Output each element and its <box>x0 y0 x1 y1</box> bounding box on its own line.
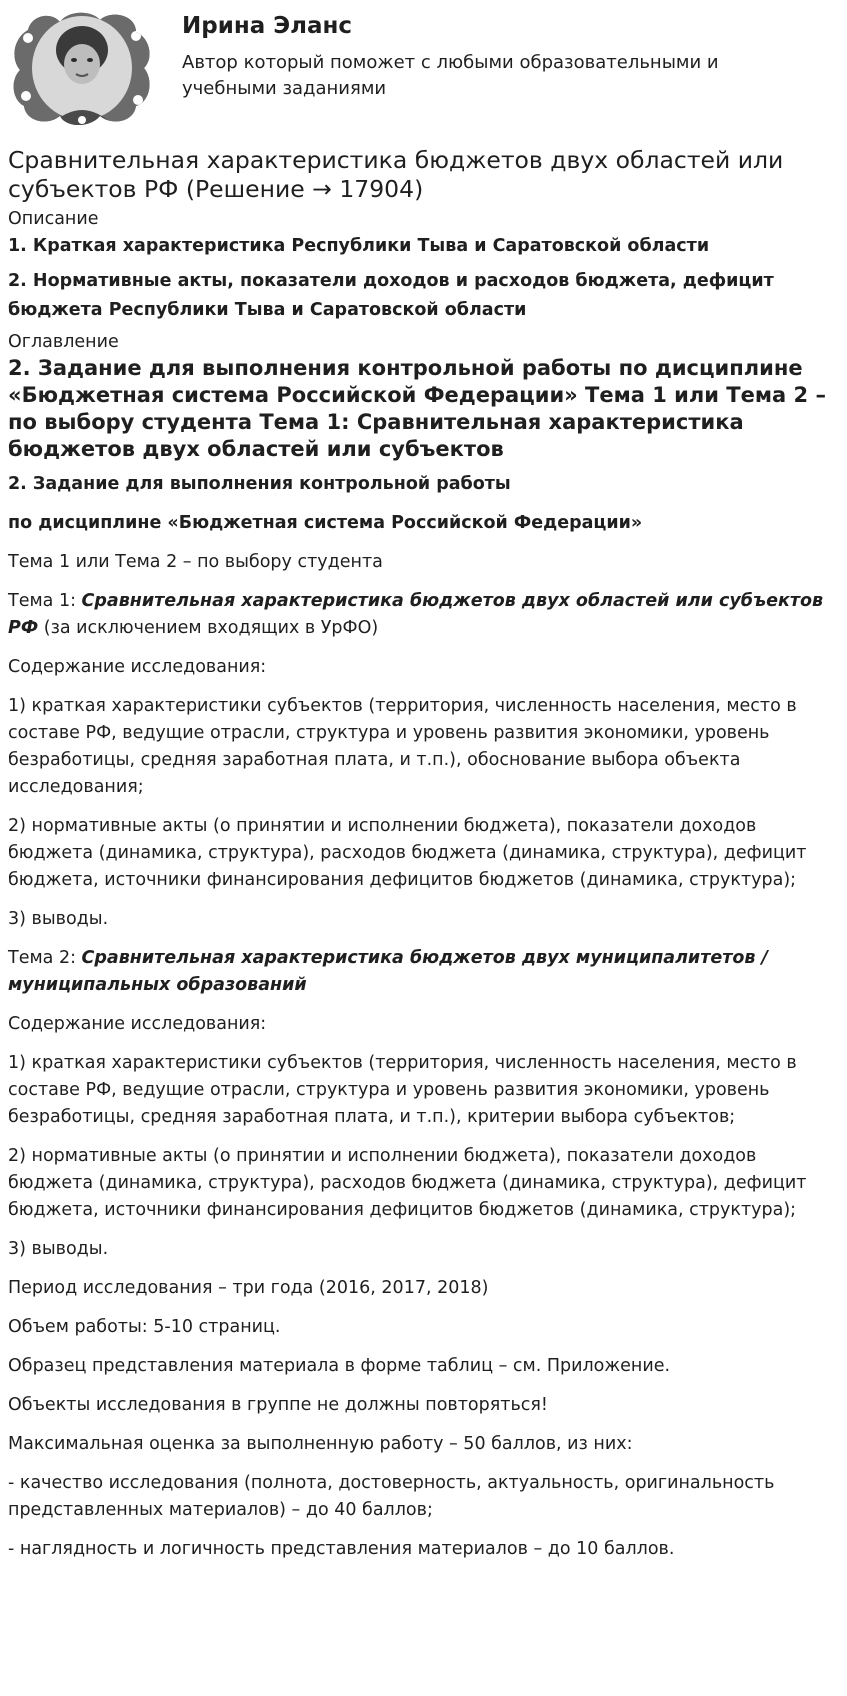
topic1-item: 2) нормативные акты (о принятии и исполнении бюджета), показатели доходов бюджета (динамика, структура), расходов бюджета (динамика, структура), дефицит бюджета, источники финансирования дефицитов бюджетов (динамика, структура); <box>8 816 807 890</box>
toc-title: 2. Задание для выполнения контрольной работы по дисциплине «Бюджетная система Российской Федерации» Тема 1 или Тема 2 – по выбору студента Тема 1: Сравнительная характеристика бюджетов двух областей или субъектов <box>8 356 826 461</box>
topic1-suffix: (за исключением входящих в УрФО) <box>38 618 379 638</box>
task-heading: 2. Задание для выполнения контрольной работы <box>8 474 511 494</box>
topic2-item: 3) выводы. <box>8 1239 109 1259</box>
author-description: Автор который поможет с любыми образовательными и учебными заданиями <box>182 52 719 99</box>
criterion-item: - наглядность и логичность представления материалов – до 10 баллов. <box>8 1539 675 1559</box>
topic1-item: 1) краткая характеристики субъектов (территория, численность населения, место в составе РФ, ведущие отрасли, структура и уровень развития экономики, уровень безработицы, средняя заработная плата, и т.п.), обоснование выбора объекта исследования; <box>8 696 797 797</box>
topic1-line <box>8 588 839 642</box>
author-info <box>182 8 782 102</box>
topic2-title: Сравнительная характеристика бюджетов двух муниципалитетов / муниципальных образований <box>8 948 768 995</box>
topic1-prefix: Тема 1: <box>8 591 82 611</box>
task-discipline: по дисциплине «Бюджетная система Российской Федерации» <box>8 513 643 533</box>
research-period: Период исследования – три года (2016, 2017, 2018) <box>8 1278 489 1298</box>
topic1-content-label: Содержание исследования: <box>8 657 267 677</box>
description-item: 2. Нормативные акты, показатели доходов и расходов бюджета, дефицит бюджета Республики Тыва и Саратовской области <box>8 271 774 320</box>
topic-choice: Тема 1 или Тема 2 – по выбору студента <box>8 552 383 572</box>
topic1-item: 3) выводы. <box>8 909 109 929</box>
topic2-prefix: Тема 2: <box>8 948 82 968</box>
topic2-content-label: Содержание исследования: <box>8 1014 267 1034</box>
toc-label: Оглавление <box>8 332 119 352</box>
topic2-item: 1) краткая характеристики субъектов (территория, численность населения, место в составе РФ, ведущие отрасли, структура и уровень развития экономики, уровень безработицы, средняя заработная плата, и т.п.), критерии выбора субъектов; <box>8 1053 797 1127</box>
avatar-image <box>8 8 156 128</box>
topic2-item: 2) нормативные акты (о принятии и исполнении бюджета), показатели доходов бюджета (динамика, структура), расходов бюджета (динамика, структура), дефицит бюджета, источники финансирования дефицитов бюджетов (динамика, структура); <box>8 1146 807 1220</box>
work-volume: Объем работы: 5-10 страниц. <box>8 1317 281 1337</box>
max-score: Максимальная оценка за выполненную работу – 50 баллов, из них: <box>8 1434 633 1454</box>
criterion-item: - качество исследования (полнота, достоверность, актуальность, оригинальность представленных материалов) – до 40 баллов; <box>8 1473 775 1520</box>
sample-note: Образец представления материала в форме таблиц – см. Приложение. <box>8 1356 671 1376</box>
author-card <box>8 0 839 128</box>
avatar[interactable] <box>8 8 156 128</box>
page-title: Сравнительная характеристика бюджетов двух областей или субъектов РФ (Решение → 17904) <box>8 146 784 203</box>
description-item: 1. Краткая характеристика Республики Тыва и Саратовской области <box>8 236 710 256</box>
description-label: Описание <box>8 209 99 229</box>
objects-note: Объекты исследования в группе не должны повторяться! <box>8 1395 548 1415</box>
topic2-line <box>8 945 839 999</box>
topic1-title: Сравнительная характеристика бюджетов двух областей или субъектов РФ <box>8 591 824 638</box>
author-name[interactable]: Ирина Эланс <box>182 13 353 39</box>
